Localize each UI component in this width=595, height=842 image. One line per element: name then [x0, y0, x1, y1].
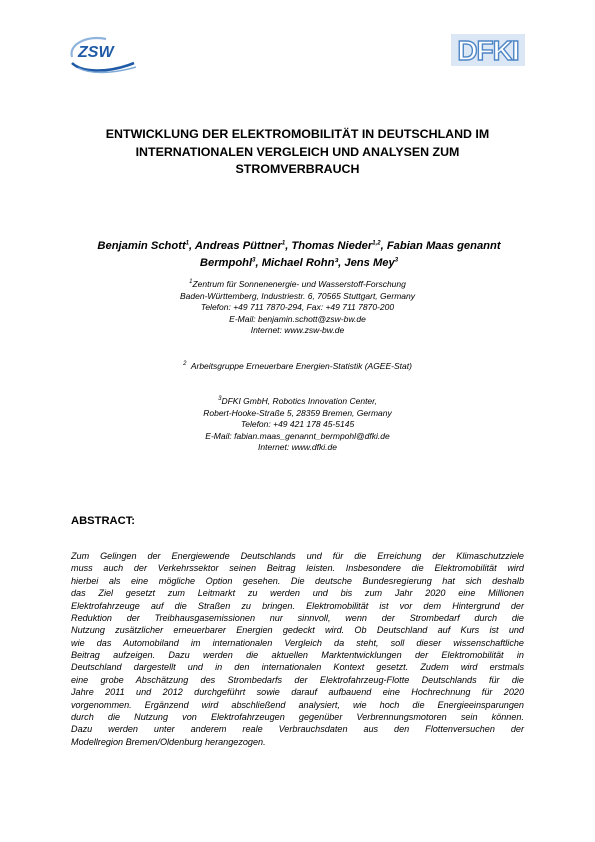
abstract-line: Nutzung zusätzlicher erneuerbarer Energien gedeckt wird. Ob Deutschland auf Kurs ist und — [71, 625, 524, 636]
affiliation-zsw — [110, 279, 485, 337]
affiliation-line: DFKI GmbH, Robotics Innovation Center, — [221, 396, 377, 406]
affiliation-sup: 2 — [183, 361, 187, 368]
abstract-line: Reduktion der Treibhausgasemissionen nur sinnvoll, wenn der Strombedarf durch die — [71, 612, 524, 623]
author-affil-sup: 1 — [281, 240, 286, 247]
zsw-logo — [66, 33, 142, 75]
affiliation-line: Telefon: +49 711 7870-294, Fax: +49 711 7870-200 — [200, 302, 395, 313]
author-name: Thomas Nieder — [291, 240, 373, 252]
author-name: Michael Rohn³ — [261, 257, 339, 269]
affiliation-line: Arbeitsgruppe Erneuerbare Energien-Statistik (AGEE-Stat) — [190, 361, 412, 371]
affiliation-website: Internet: www.dfki.de — [258, 442, 337, 453]
paper-title — [60, 126, 535, 179]
abstract-line: Zum Gelingen der Energiewende Deutschlands und für die Erreichung der Klimaschutzziele — [71, 551, 524, 561]
author-name: Fabian Maas genannt Bermpohl — [199, 240, 501, 269]
author-affil-sup: 3 — [394, 257, 399, 264]
author-affil-sup: 1 — [185, 240, 190, 247]
affiliation-agee — [110, 361, 485, 373]
dfki-logo — [451, 32, 525, 68]
title-line: STROMVERBRAUCH — [235, 162, 360, 176]
affiliation-website: Internet: www.zsw-bw.de — [250, 325, 345, 336]
affiliation-dfki — [110, 396, 485, 454]
zsw-logo-text: ZSW — [78, 44, 114, 61]
abstract-line: durch die Nutzung von Elektrofahrzeugen gegenüber Verbrennungsmotoren sein können. — [71, 711, 524, 722]
abstract-line: vorgenommen. Ergänzend wird abschließend analysiert, wie hoch die Energieeinsparungen — [71, 699, 524, 710]
abstract-line: Beitrag aufzeigen. Dazu werden die aktuellen Marktentwicklungen der Elektromobilität in — [71, 650, 524, 660]
abstract-line: eine grobe Abschätzung des Strombedarfs der Elektrofahrzeug-Flotte Deutschlands für die — [71, 674, 524, 685]
affiliation-email: E-Mail: benjamin.schott@zsw-bw.de — [229, 313, 366, 324]
abstract-line: das Ziel gesetzt zum Leitmarkt zu werden und bis zum Jahr 2020 eine Millionen — [71, 588, 524, 599]
author-name: Andreas Püttner — [194, 240, 282, 252]
affiliation-sup: 3 — [218, 396, 222, 403]
author-name: Benjamin Schott — [97, 240, 186, 252]
author-line: Benjamin Schott$^1$, Andreas Püttner$^1$, Thomas Nieder$^{1,2}$, Fabian Maas genannt Bermpohl$^3$, Michael Rohn³, Jens Mey$^3$ — [97, 240, 501, 269]
affiliation-line: Telefon: +49 421 178 45-5145 — [240, 419, 355, 430]
affiliation-sup: 1 — [189, 279, 193, 286]
affiliation-line: Zentrum für Sonnenenergie- und Wasserstoff-Forschung — [192, 279, 406, 289]
abstract-line: Deutschland dargestellt und in den internationalen Kontext gesetzt. Zudem wird erstmals — [71, 662, 524, 673]
abstract-line: Dazu werden unter anderem reale Verbrauchsdaten aus den Flottenversuchen der — [71, 724, 524, 735]
abstract-body — [71, 550, 524, 748]
abstract-line: Modellregion Bremen/Oldenburg herangezogen. — [71, 736, 266, 747]
author-name: Jens Mey — [344, 257, 395, 269]
affiliation-line: Baden-Württemberg, Industriestr. 6, 70565 Stuttgart, Germany — [180, 290, 415, 301]
abstract-line: Elektrofahrzeuge auf die Straßen zu bringen. Elektromobilität ist vor dem Hintergrund der — [71, 600, 524, 611]
author-affil-sup: 1,2 — [372, 240, 381, 247]
affiliation-line: Robert-Hooke-Straße 5, 28359 Bremen, Germany — [203, 407, 392, 418]
abstract-line: muss auch der Verkehrssektor seinen Beitrag leisten. Insbesondere die Elektromobilität wird — [71, 563, 524, 574]
affiliation-email: E-Mail: fabian.maas_genannt_bermpohl@dfki.de — [205, 430, 390, 441]
abstract-line: hierbei als eine mögliche Option gesehen. Die deutsche Bundesregierung hat sich deshalb — [71, 575, 524, 586]
abstract-line: wie das Automobiland im internationalen Vergleich da steht, soll dieser wissenschaftliche — [71, 637, 524, 648]
abstract-line: Jahre 2011 und 2012 durchgeführt sowie darauf aufbauend eine Hochrechnung für 2020 — [71, 687, 524, 698]
title-line: ENTWICKLUNG DER ELEKTROMOBILITÄT IN DEUTSCHLAND IM — [105, 127, 490, 141]
dfki-logo-text: DFKI — [457, 35, 519, 66]
author-affil-sup: 3 — [252, 257, 256, 264]
title-line: INTERNATIONALEN VERGLEICH UND ANALYSEN ZUM — [135, 144, 460, 159]
abstract-heading: ABSTRACT: — [71, 515, 136, 527]
author-list — [74, 238, 524, 272]
